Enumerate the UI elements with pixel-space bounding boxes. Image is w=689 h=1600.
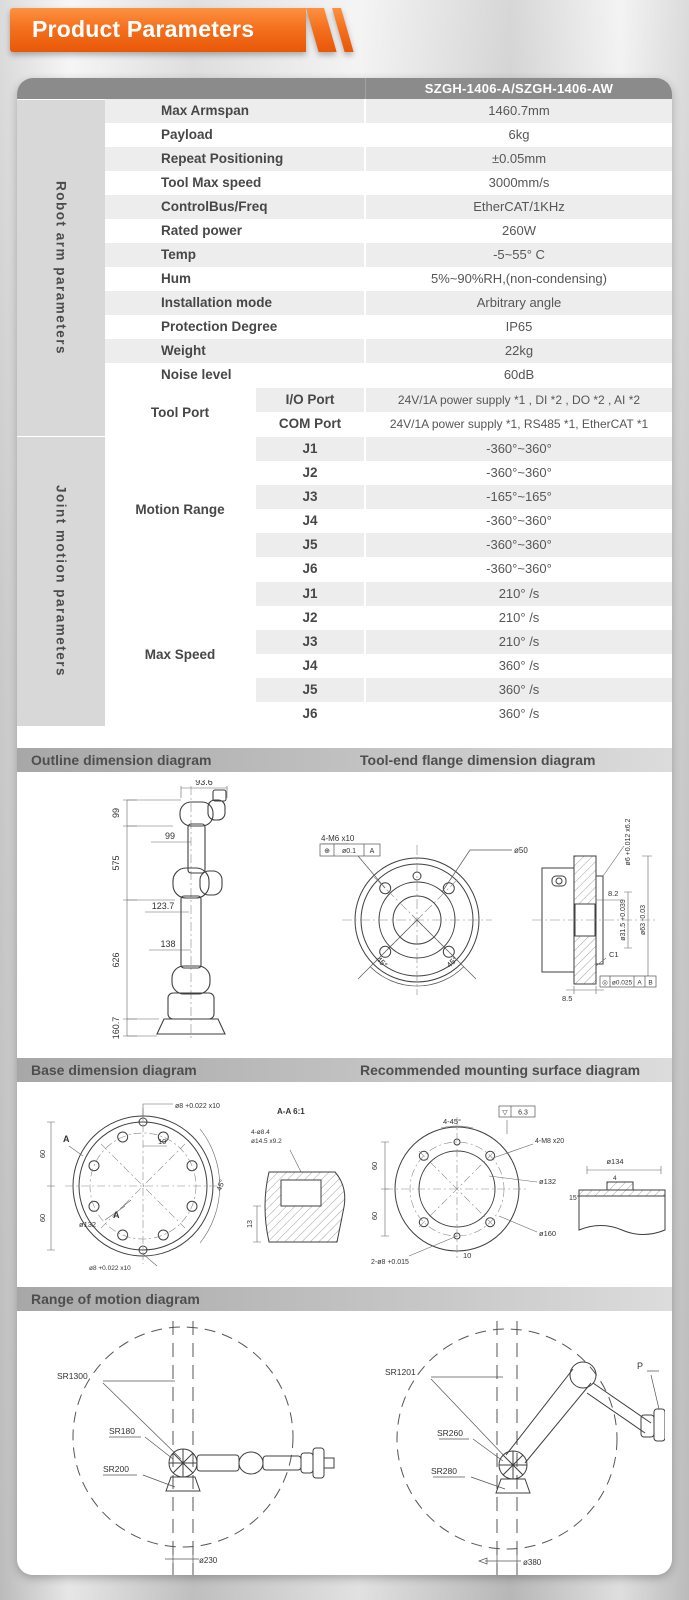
joint-name: J4 [256,654,366,678]
svg-text:138: 138 [160,939,176,949]
svg-text:A: A [637,979,642,987]
svg-text:ø8 +0.022 x10: ø8 +0.022 x10 [89,1265,131,1272]
tool-port-block [105,387,672,436]
panel-base-mounting [17,1082,672,1287]
table-row [256,678,672,702]
svg-text:6.3: 6.3 [518,1109,528,1117]
joint-value: -165°~165° [486,489,552,504]
section-title-flange: Tool-end flange dimension diagram [360,752,596,768]
svg-text:SR1300: SR1300 [57,1371,88,1381]
group-robot-arm-parameters [17,99,672,436]
flange-front-labels [320,834,528,970]
max-speed-label: Max Speed [105,582,256,726]
svg-text:10: 10 [463,1251,472,1260]
outline-dimension-drawing [31,780,321,1050]
joint-name: J3 [256,630,366,654]
svg-text:ø14.5 x9.2: ø14.5 x9.2 [251,1138,282,1145]
param-value: 1460.7mm [488,103,550,118]
joint-name: J5 [256,678,366,702]
svg-text:4-45°: 4-45° [443,1117,462,1126]
svg-text:ø50: ø50 [514,846,528,855]
svg-text:A: A [63,1134,70,1144]
param-name: Noise level [105,363,366,387]
svg-text:60: 60 [370,1211,379,1221]
model-name: SZGH-1406-A/SZGH-1406-AW [424,81,614,96]
svg-text:SR1201: SR1201 [385,1367,416,1377]
joint-value: 210° /s [498,586,540,601]
joint-value: -360°~360° [486,561,552,576]
motion-envelope [73,1321,293,1575]
table-row [256,437,672,461]
svg-text:45°: 45° [374,954,390,970]
param-value: 60dB [503,367,535,382]
section-title-motion: Range of motion diagram [31,1291,200,1307]
joint-name: J5 [256,533,366,557]
svg-text:60: 60 [370,1161,379,1171]
section-title-base: Base dimension diagram [31,1062,197,1078]
param-value: ±0.05mm [491,151,547,166]
svg-text:160.7: 160.7 [111,1016,121,1040]
joint-value: -360°~360° [486,441,552,456]
table-row [256,388,672,412]
svg-text:SR180: SR180 [109,1426,135,1436]
svg-text:B: B [648,979,653,987]
svg-text:ø0.025: ø0.025 [611,979,633,987]
param-value: 24V/1A power supply *1 , DI *2 , DO *2 , AI *2 [397,393,641,407]
svg-text:ø8 +0.022 x10: ø8 +0.022 x10 [175,1103,220,1110]
joint-value: 360° /s [498,658,540,673]
svg-text:60: 60 [38,1149,47,1159]
joint-value: 360° /s [498,682,540,697]
param-name: Rated power [105,219,366,243]
table-row [256,509,672,533]
svg-text:ø134: ø134 [606,1157,624,1166]
svg-text:99: 99 [111,807,121,819]
section-title-outline: Outline dimension diagram [31,752,212,768]
param-value: 6kg [508,127,530,142]
joint-name: J3 [256,485,366,509]
param-name: Protection Degree [105,315,366,339]
svg-text:▽: ▽ [502,1109,508,1117]
table-row [105,123,672,147]
table-row [105,171,672,195]
param-value: 5%~90%RH,(non-condensing) [431,271,607,286]
table-row [105,363,672,387]
joint-value: -360°~360° [486,465,552,480]
param-value: IP65 [505,319,533,334]
table-row [256,533,672,557]
base-dimension-drawing [25,1094,355,1272]
joint-value: -360°~360° [486,513,552,528]
param-name: Payload [105,123,366,147]
svg-text:4-ø8.4: 4-ø8.4 [251,1129,270,1136]
table-row [256,461,672,485]
svg-text:13: 13 [247,1220,254,1228]
joint-name: J1 [256,437,366,461]
robot-arm-bent [496,1362,665,1493]
svg-text:ø380: ø380 [523,1558,542,1567]
table-row [105,267,672,291]
param-name: Temp [105,243,366,267]
svg-text:ø31.5 +0.039: ø31.5 +0.039 [620,899,627,941]
param-value: -5~55° C [493,247,545,262]
spec-sheet [17,78,672,1575]
table-row [105,219,672,243]
svg-text:SR200: SR200 [103,1464,129,1474]
param-value: Arbitrary angle [476,295,562,310]
svg-text:A: A [113,1210,120,1220]
table-row [105,243,672,267]
banner-slant-edge [306,8,337,52]
model-header-spacer [17,78,366,99]
joint-name: J6 [256,557,366,581]
svg-text:123.7: 123.7 [151,901,175,911]
group1-label: Robot arm parameters [53,180,69,356]
table-row [105,99,672,123]
base-section-view [265,1172,345,1242]
svg-text:575: 575 [111,855,121,871]
joint-value: 360° /s [498,706,540,721]
mounting-surface-drawing [357,1094,667,1272]
table-row [256,557,672,581]
svg-text:ø132: ø132 [539,1177,557,1186]
param-name: Repeat Positioning [105,147,366,171]
joint-value: -360°~360° [486,537,552,552]
motion-range-drawing-bent [355,1317,665,1575]
svg-text:99: 99 [164,831,176,841]
svg-text:60: 60 [38,1213,47,1223]
svg-text:4: 4 [613,1175,617,1182]
mounting-block-view [579,1182,665,1235]
spacer [17,726,672,748]
svg-text:45°: 45° [214,1178,227,1193]
dimension-lines [123,786,227,1036]
param-value: 3000mm/s [488,175,550,190]
svg-text:8.5: 8.5 [562,994,573,1003]
svg-text:93.6: 93.6 [195,780,213,787]
table-row [105,339,672,363]
table-row [256,412,672,436]
flange-dimension-drawing [312,780,662,1050]
joint-name: J1 [256,582,366,606]
svg-text:P: P [637,1361,644,1371]
group-label-cell [17,436,105,726]
svg-text:4-M6 x10: 4-M6 x10 [321,834,355,843]
svg-text:45°: 45° [444,954,460,970]
table-row [256,582,672,606]
tool-port-label: Tool Port [105,388,256,436]
section-bar-2 [17,1058,672,1082]
joint-value: 210° /s [498,634,540,649]
joint-value: 210° /s [498,610,540,625]
joint-name: J6 [256,702,366,726]
param-value: 24V/1A power supply *1, RS485 *1, EtherCAT *1 [389,417,649,431]
svg-text:ø6 +0.012 x6.2: ø6 +0.012 x6.2 [625,818,632,866]
sub-param-name: I/O Port [256,388,366,412]
svg-text:SR260: SR260 [437,1428,463,1438]
table-row [256,485,672,509]
max-speed-block [105,581,672,726]
table-row [256,606,672,630]
param-name: Weight [105,339,366,363]
joint-name: J2 [256,461,366,485]
svg-text:A: A [369,848,375,855]
panel-outline-flange [17,772,672,1058]
motion-envelope [397,1321,617,1575]
banner [10,8,355,52]
param-value: 260W [502,223,536,238]
group2-label: Joint motion parameters [53,485,69,678]
svg-text:A-A 6:1: A-A 6:1 [277,1107,305,1116]
model-header-bar [17,78,672,99]
svg-text:C1: C1 [609,950,619,959]
svg-text:ø0.1: ø0.1 [341,848,357,855]
svg-text:⊕: ⊕ [324,848,330,855]
joint-name: J4 [256,509,366,533]
joint-name: J2 [256,606,366,630]
table-row [256,654,672,678]
svg-text:◎: ◎ [602,979,608,987]
table-row [256,630,672,654]
dimension-labels [111,780,213,1039]
sub-param-name: COM Port [256,412,366,436]
motion-leaders [431,1371,659,1489]
panel-range-of-motion [17,1311,672,1575]
svg-text:SR280: SR280 [431,1466,457,1476]
table-row [105,291,672,315]
section-bar-1 [17,748,672,772]
banner-tip-sliver [332,8,354,52]
svg-text:2-ø8 +0.015: 2-ø8 +0.015 [371,1259,409,1266]
motion-range-block [105,436,672,581]
svg-text:8.2: 8.2 [608,889,619,898]
mounting-labels [370,1106,624,1266]
table-row [105,315,672,339]
robot-arm-horizontal [166,1448,334,1491]
motion-range-drawing-side [25,1317,335,1575]
table-row [105,195,672,219]
svg-text:4-M8 x20: 4-M8 x20 [535,1138,565,1145]
param-name: Hum [105,267,366,291]
param-name: ControlBus/Freq [105,195,366,219]
group-label-cell [17,99,105,436]
group-joint-motion-parameters [17,436,672,726]
svg-text:10: 10 [158,1137,167,1146]
param-name: Max Armspan [105,99,366,123]
param-name: Tool Max speed [105,171,366,195]
base-centerlines [65,1108,221,1264]
svg-text:ø132: ø132 [79,1220,97,1229]
page-title: Product Parameters [32,16,255,42]
param-value: EtherCAT/1KHz [473,199,565,214]
motion-range-label: Motion Range [105,437,256,581]
motion-labels [57,1371,218,1565]
svg-text:626: 626 [111,952,121,968]
table-row [256,702,672,726]
param-name: Installation mode [105,291,366,315]
section-bar-3 [17,1287,672,1311]
param-value: 22kg [504,343,534,358]
svg-text:ø160: ø160 [539,1229,557,1238]
svg-text:ø63 -0.03: ø63 -0.03 [640,905,647,935]
table-row [105,147,672,171]
section-title-mounting: Recommended mounting surface diagram [360,1062,641,1078]
svg-text:ø230: ø230 [199,1556,218,1565]
svg-text:15°: 15° [569,1195,580,1202]
